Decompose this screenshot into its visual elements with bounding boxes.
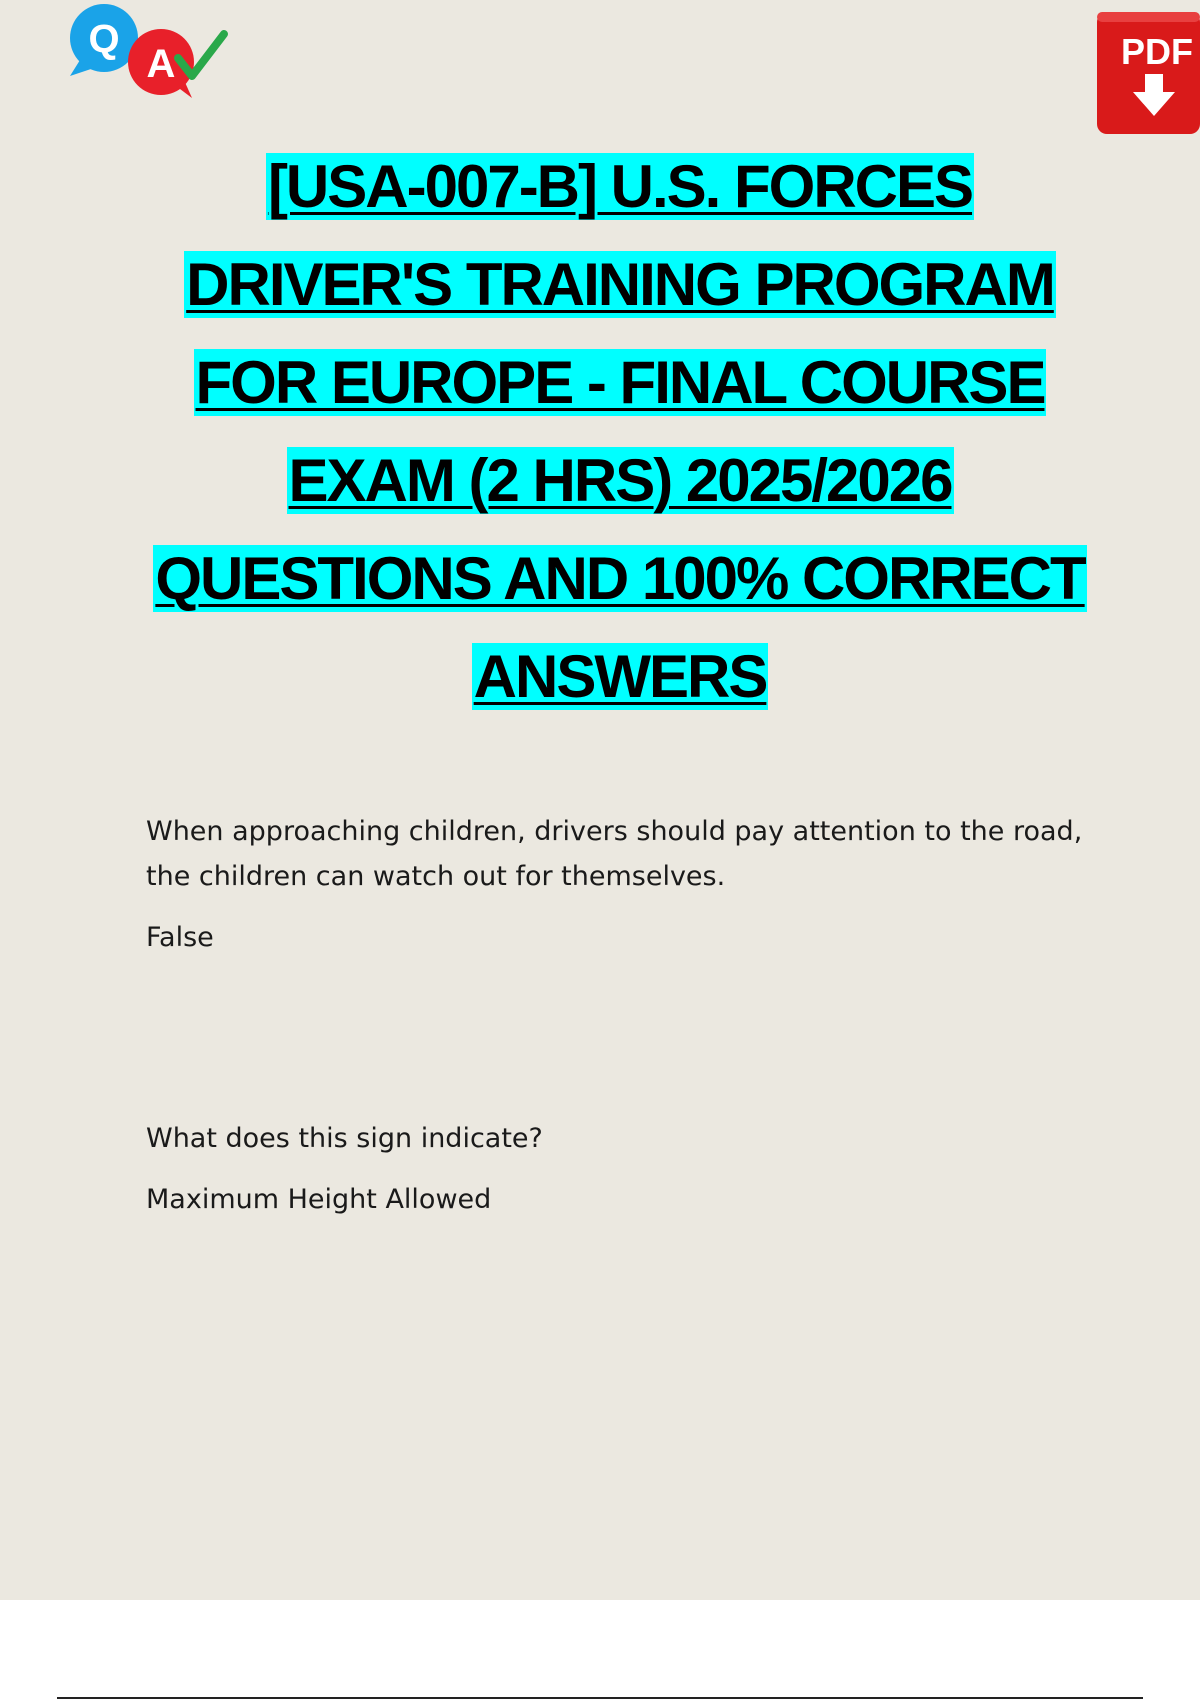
- logo-q-letter: Q: [88, 17, 120, 61]
- question-text: When approaching children, drivers should pay attention to the road, the children can watch out for themselves.: [146, 816, 1083, 892]
- logo-a-letter: A: [146, 42, 176, 86]
- title-line-text: EXAM (2 HRS) 2025/2026: [288, 447, 952, 514]
- title-line-text: ANSWERS: [473, 643, 767, 710]
- question-text: What does this sign indicate?: [146, 1123, 543, 1154]
- pdf-download-icon[interactable]: [1097, 12, 1200, 134]
- title-line-text: FOR EUROPE - FINAL COURSE: [195, 349, 1045, 416]
- pdf-label: PDF: [1121, 31, 1193, 72]
- title-line-text: QUESTIONS AND 100% CORRECT: [155, 545, 1085, 612]
- title-line: [100, 334, 1140, 432]
- q-bubble-icon: [70, 4, 138, 76]
- title-line: [100, 432, 1140, 530]
- title-line: [100, 628, 1140, 726]
- answer-text: False: [146, 922, 214, 953]
- qa-item-2: [146, 1116, 1086, 1222]
- title-line: [100, 236, 1140, 334]
- qa-logo: [66, 0, 236, 100]
- footer-divider: [57, 1697, 1143, 1699]
- title-line: [100, 138, 1140, 236]
- title-line-text: DRIVER'S TRAINING PROGRAM: [186, 251, 1054, 318]
- qa-item-1: [146, 809, 1086, 960]
- title-line: [100, 530, 1140, 628]
- answer-text: Maximum Height Allowed: [146, 1184, 492, 1215]
- title-line-text: [USA-007-B] U.S. FORCES: [267, 153, 973, 220]
- document-title: [100, 138, 1140, 726]
